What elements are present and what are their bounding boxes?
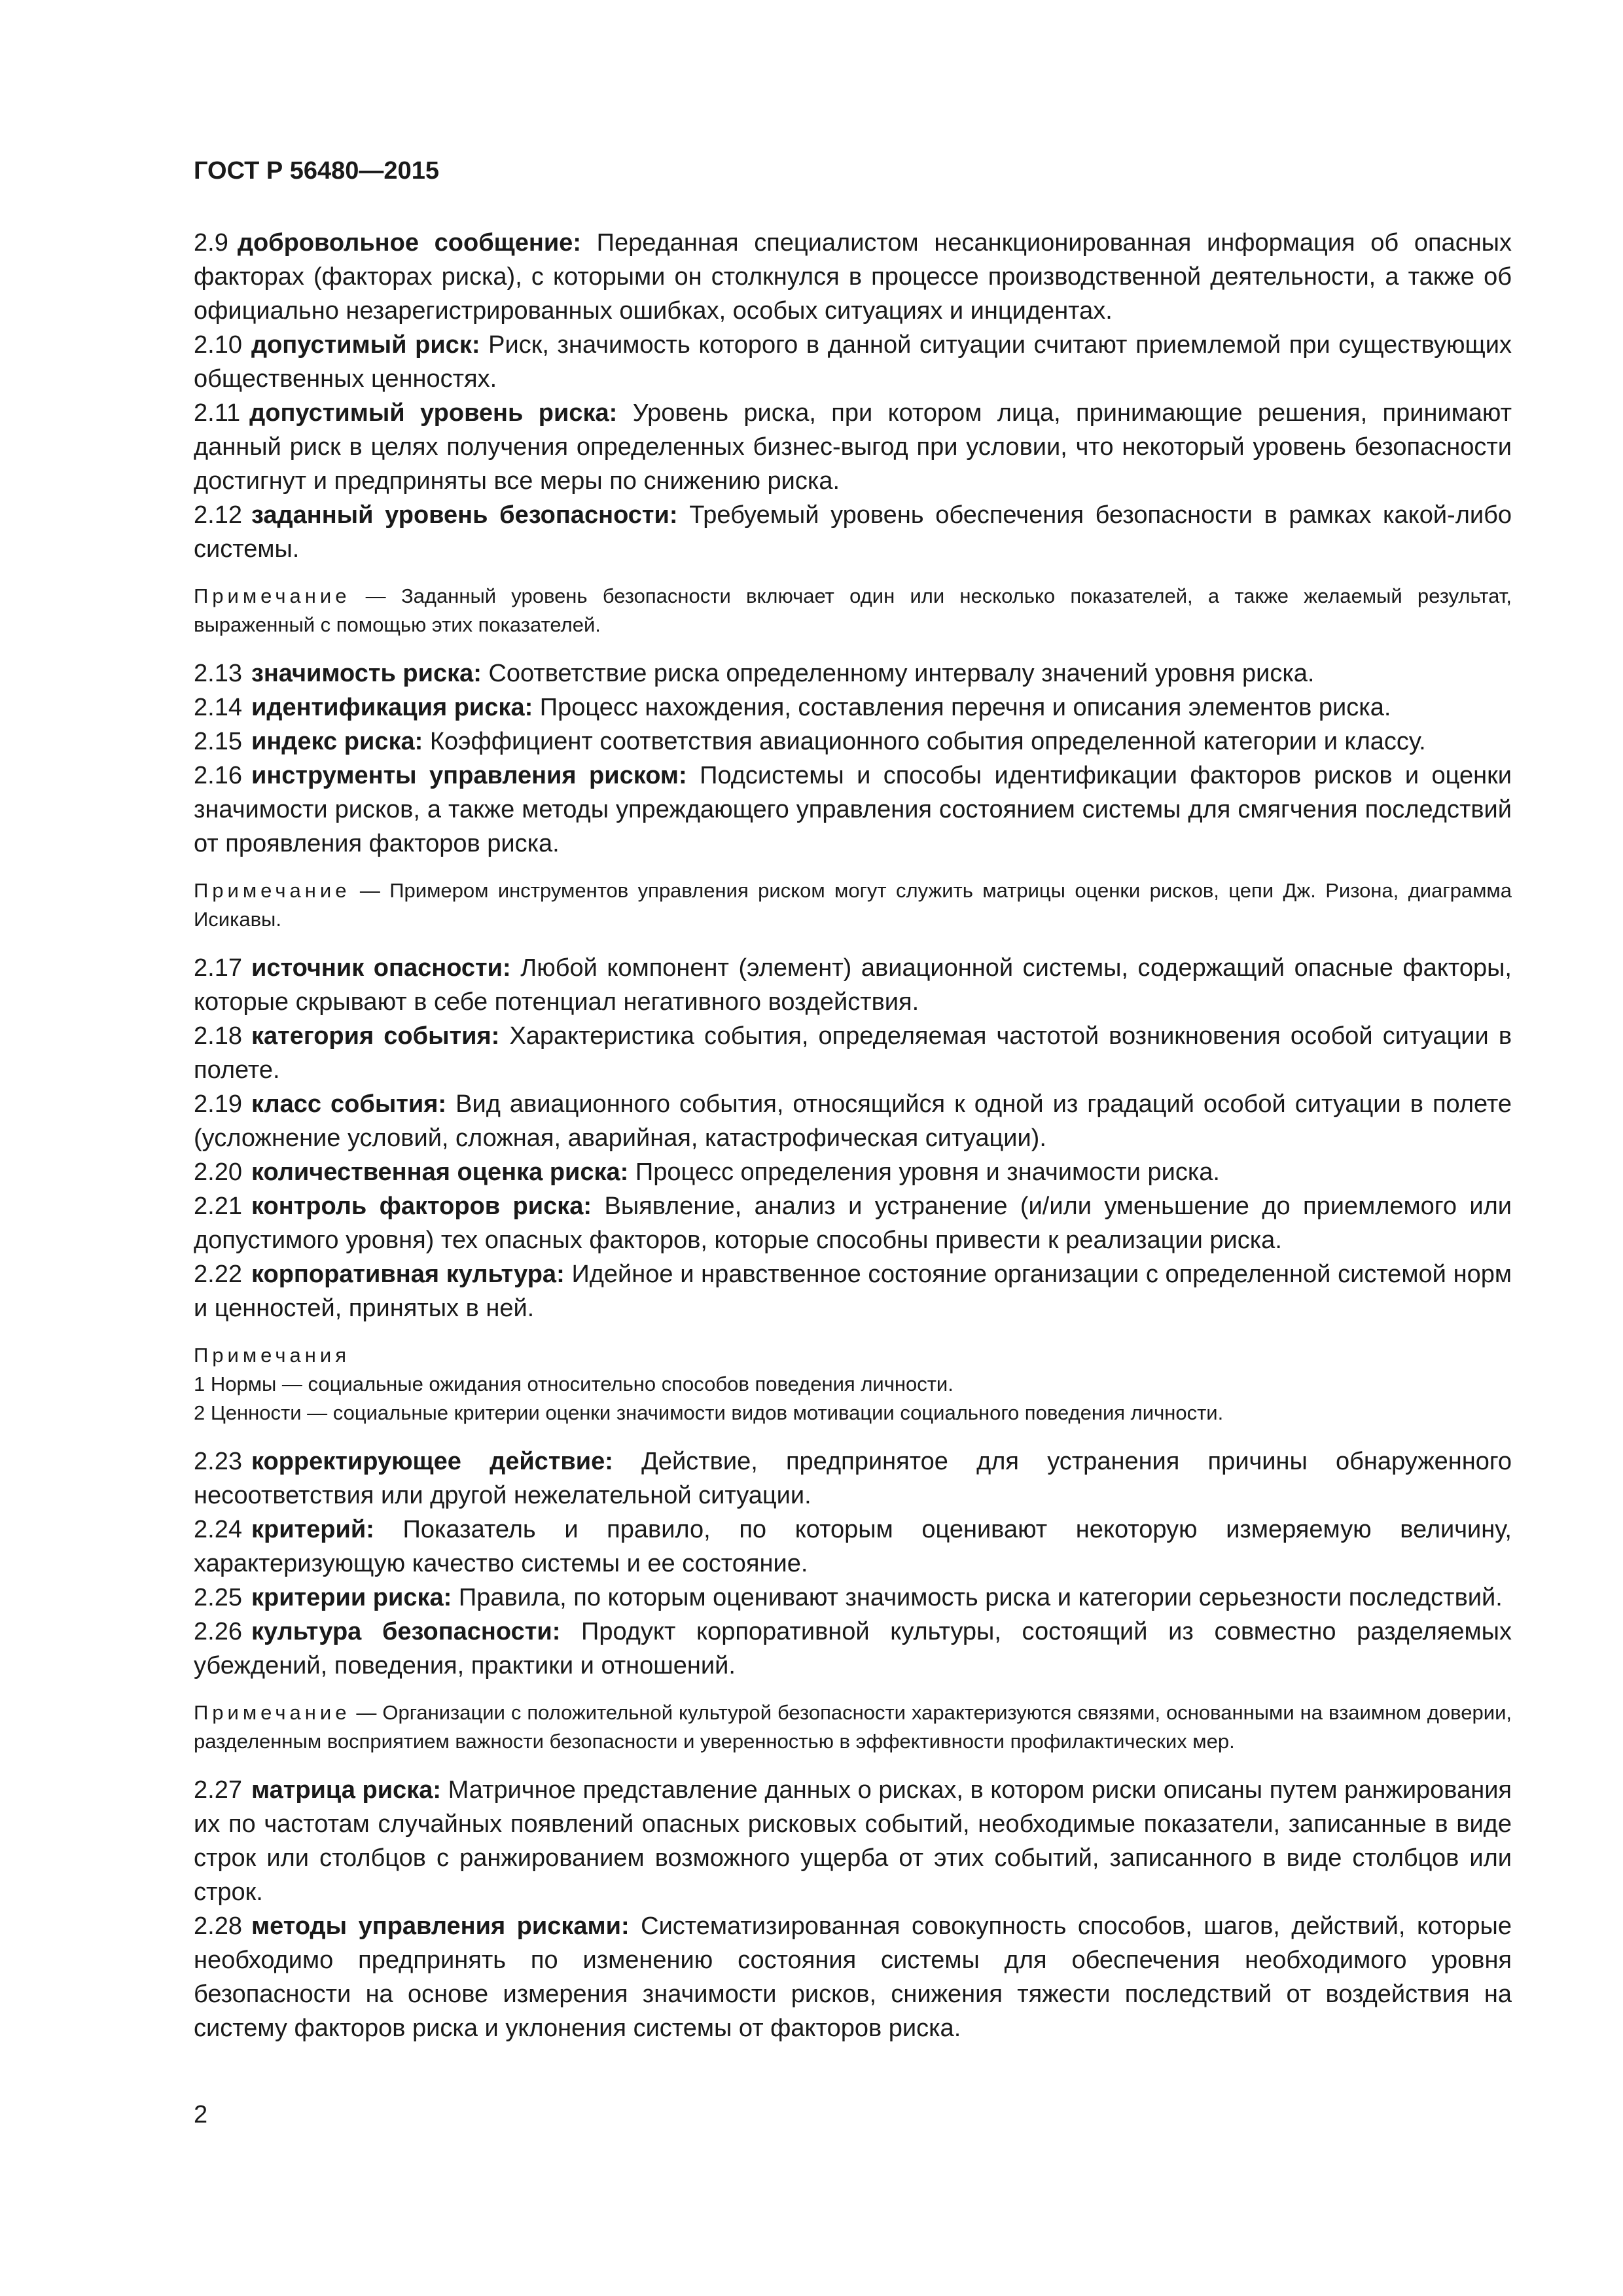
- entry-definition: Переданная специалистом несанкционированная информация об опасных факторах (факторах риска), с которыми он столкнулся в процессе производственной деятельности, а также об официально незарегистрированных ошибках, особых ситуациях и инцидентах.: [194, 229, 1512, 325]
- entry-term: критерий:: [251, 1516, 374, 1543]
- entry-term: индекс риска:: [251, 728, 423, 755]
- entry-number: 2.9: [194, 229, 228, 257]
- entry-number: 2.26: [194, 1618, 242, 1645]
- entry-term: допустимый риск:: [251, 331, 480, 359]
- term-entry: [194, 396, 1512, 498]
- note-label: Примечание: [194, 1701, 351, 1724]
- entry-number: 2.10: [194, 331, 242, 359]
- entry-definition: Выявление, анализ и устранение (и/или уменьшение до приемлемого или допустимого уровня) тех опасных факторов, которые способны привести к реализации риска.: [194, 1193, 1512, 1254]
- entry-definition: Любой компонент (элемент) авиационной системы, содержащий опасные факторы, которые скрывают в себе потенциал негативного воздействия.: [194, 954, 1512, 1016]
- entry-definition: Действие, предпринятое для устранения причины обнаруженного несоответствия или другой нежелательной ситуации.: [194, 1448, 1512, 1509]
- entry-number: 2.16: [194, 762, 242, 789]
- term-entry: [194, 1155, 1512, 1189]
- entry-term: контроль факторов риска:: [251, 1193, 592, 1220]
- entry-definition: Систематизированная совокупность способов, шагов, действий, которые необходимо предпринять по изменению состояния системы для обеспечения необходимого уровня безопасности на основе измерения значимости рисков, снижения тяжести последствий от воздействия на систему факторов риска и уклонения системы от факторов риска.: [194, 1912, 1512, 2042]
- entry-number: 2.20: [194, 1158, 242, 1186]
- entry-number: 2.17: [194, 954, 242, 982]
- entry-term: класс события:: [251, 1090, 447, 1118]
- entry-term: источник опасности:: [251, 954, 511, 982]
- entry-number: 2.22: [194, 1261, 242, 1288]
- entry-definition: Продукт корпоративной культуры, состоящий из совместно разделяемых убеждений, поведения, практики и отношений.: [194, 1618, 1512, 1679]
- entry-term: категория события:: [251, 1022, 500, 1050]
- entry-number: 2.28: [194, 1912, 242, 1940]
- entry-term: культура безопасности:: [251, 1618, 561, 1645]
- note: Примечание — Организации с положительной культурой безопасности характеризуются связями, основанными на взаимном доверии, разделенным восприятием важности безопасности и уверенностью в эффективности профилактических мер.: [194, 1701, 1512, 1753]
- note: Примечание — Примером инструментов управления риском могут служить матрицы оценки рисков, цепи Дж. Ризона, диаграмма Исикавы.: [194, 879, 1512, 931]
- entry-term: методы управления рисками:: [251, 1912, 630, 1940]
- notes-item: 2 Ценности — социальные критерии оценки значимости видов мотивации социального поведения личности.: [194, 1401, 1224, 1424]
- note-label: Примечание: [194, 584, 351, 607]
- entry-definition: Характеристика события, определяемая частотой возникновения особой ситуации в полете.: [194, 1022, 1512, 1084]
- entry-definition: Процесс нахождения, составления перечня и описания элементов риска.: [539, 694, 1391, 721]
- term-entry: [194, 1444, 1512, 1513]
- note-text: Заданный уровень безопасности включает один или несколько показателей, а также желаемый результат, выраженный с помощью этих показателей.: [194, 584, 1512, 636]
- entry-term: заданный уровень безопасности:: [251, 501, 678, 529]
- term-entry: [194, 691, 1512, 725]
- term-entry: [194, 1513, 1512, 1581]
- term-entry: [194, 1773, 1512, 1909]
- entry-term: матрица риска:: [251, 1776, 442, 1804]
- entry-term: корректирующее действие:: [251, 1448, 613, 1475]
- note-text: Примером инструментов управления риском могут служить матрицы оценки рисков, цепи Дж. Ризона, диаграмма Исикавы.: [194, 879, 1512, 931]
- term-entry: [194, 656, 1512, 691]
- entry-definition: Риск, значимость которого в данной ситуации считают приемлемой при существующих общественных ценностях.: [194, 331, 1512, 393]
- term-entry: [194, 1257, 1512, 1325]
- entry-definition: Правила, по которым оценивают значимость риска и категории серьезности последствий.: [458, 1584, 1503, 1611]
- entry-definition: Коэффициент соответствия авиационного события определенной категории и классу.: [429, 728, 1426, 755]
- entry-number: 2.21: [194, 1193, 242, 1220]
- entry-number: 2.14: [194, 694, 242, 721]
- entry-number: 2.25: [194, 1584, 242, 1611]
- entry-term: корпоративная культура:: [251, 1261, 565, 1288]
- entry-term: добровольное сообщение:: [237, 229, 581, 257]
- term-entry: [194, 1615, 1512, 1683]
- term-entry: [194, 1019, 1512, 1087]
- document-page: [194, 157, 1512, 2045]
- entry-number: 2.23: [194, 1448, 242, 1475]
- entry-term: значимость риска:: [251, 660, 482, 687]
- term-entry: [194, 1909, 1512, 2045]
- entry-term: количественная оценка риска:: [251, 1158, 629, 1186]
- entry-number: 2.12: [194, 501, 242, 529]
- entry-term: критерии риска:: [251, 1584, 452, 1611]
- term-entry: [194, 725, 1512, 759]
- entry-definition: Соответствие риска определенному интервалу значений уровня риска.: [488, 660, 1315, 687]
- entry-number: 2.13: [194, 660, 242, 687]
- entry-definition: Вид авиационного события, относящийся к одной из градаций особой ситуации в полете (усложнение условий, сложная, аварийная, катастрофическая ситуации).: [194, 1090, 1512, 1152]
- notes-item: 1 Нормы — социальные ожидания относительно способов поведения личности.: [194, 1372, 954, 1395]
- term-entry: [194, 1581, 1512, 1615]
- notes-title: Примечания: [194, 1344, 350, 1367]
- entry-number: 2.27: [194, 1776, 242, 1804]
- note-text: Организации с положительной культурой безопасности характеризуются связями, основанными на взаимном доверии, разделенным восприятием важности безопасности и уверенностью в эффективности профилактических мер.: [194, 1701, 1512, 1753]
- entry-number: 2.11: [194, 399, 241, 427]
- entry-definition: Уровень риска, при котором лица, принимающие решения, принимают данный риск в целях получения определенных бизнес-выгод при условии, что некоторый уровень безопасности достигнут и предприняты все меры по снижению риска.: [194, 399, 1512, 495]
- entry-term: инструменты управления риском:: [251, 762, 687, 789]
- term-entry: [194, 1087, 1512, 1155]
- entry-definition: Подсистемы и способы идентификации факторов рисков и оценки значимости рисков, а также методы упреждающего управления состоянием системы для смягчения последствий от проявления факторов риска.: [194, 762, 1512, 857]
- note-label: Примечание: [194, 879, 351, 902]
- entry-number: 2.24: [194, 1516, 242, 1543]
- entry-definition: Процесс определения уровня и значимости риска.: [635, 1158, 1220, 1186]
- entry-number: 2.15: [194, 728, 242, 755]
- term-entry: [194, 226, 1512, 328]
- entry-number: 2.18: [194, 1022, 242, 1050]
- entry-definition: Показатель и правило, по которым оценивают некоторую измеряемую величину, характеризующую качество системы и ее состояние.: [194, 1516, 1512, 1577]
- entry-definition: Матричное представление данных о рисках, в котором риски описаны путем ранжирования их по частотам случайных появлений опасных рисковых событий, необходимые показатели, записанные в виде строк или столбцов с ранжированием возможного ущерба от этих событий, записанного в виде столбцов или строк.: [194, 1776, 1512, 1906]
- page-number: 2: [194, 2101, 208, 2128]
- notes-block: [194, 1341, 1512, 1427]
- entry-definition: Требуемый уровень обеспечения безопасности в рамках какой-либо системы.: [194, 501, 1512, 563]
- note: Примечание — Заданный уровень безопасности включает один или несколько показателей, а также желаемый результат, выраженный с помощью этих показателей.: [194, 584, 1512, 636]
- entry-term: допустимый уровень риска:: [249, 399, 618, 427]
- term-entry: [194, 759, 1512, 861]
- term-entry: [194, 951, 1512, 1019]
- term-entry: [194, 1189, 1512, 1257]
- term-entry: [194, 328, 1512, 396]
- entry-definition: Идейное и нравственное состояние организации с определенной системой норм и ценностей, принятых в ней.: [194, 1261, 1512, 1322]
- entry-number: 2.19: [194, 1090, 242, 1118]
- entry-term: идентификация риска:: [251, 694, 533, 721]
- standard-header: ГОСТ Р 56480—2015: [194, 157, 439, 185]
- term-entry: [194, 498, 1512, 566]
